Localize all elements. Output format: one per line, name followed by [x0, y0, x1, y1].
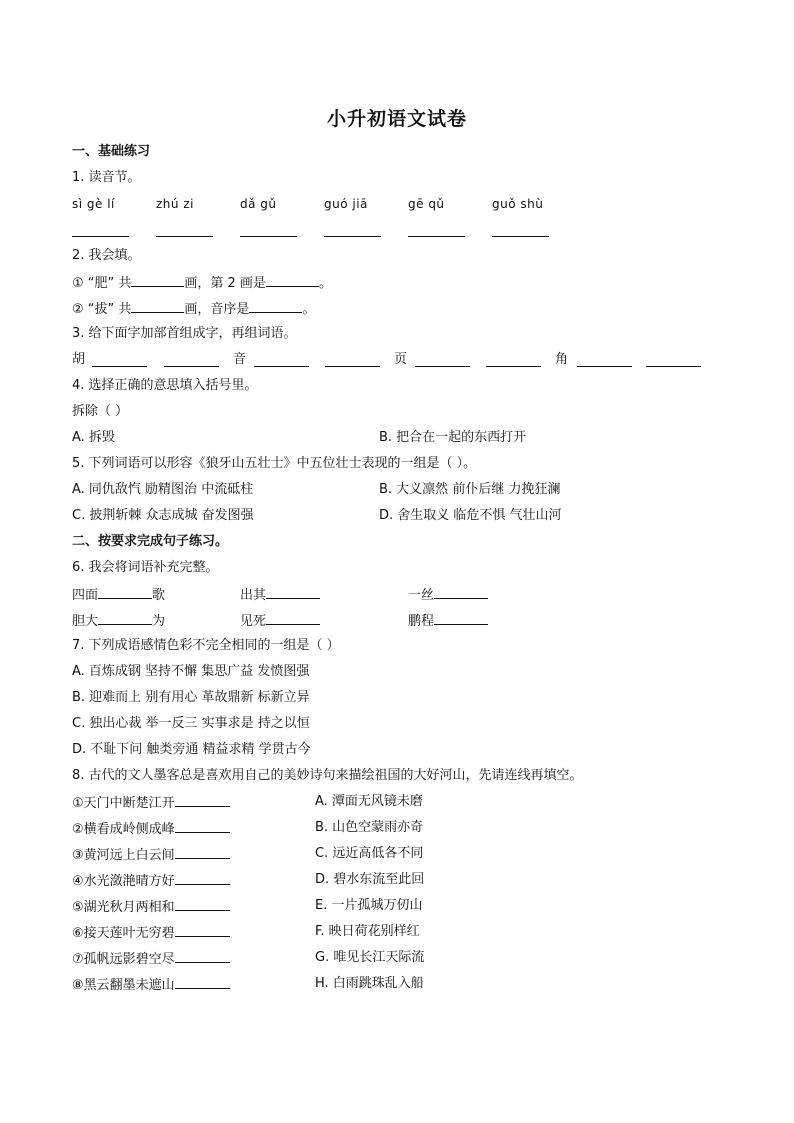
answer-blank[interactable] [175, 896, 230, 911]
poem-match[interactable]: G. 唯见长江天际流 [315, 950, 425, 965]
answer-blank[interactable] [131, 298, 184, 313]
q8-pair [72, 870, 722, 890]
q6-word: 四面 [72, 588, 99, 603]
q8-pair [72, 896, 722, 916]
pinyin-5: gē qǔ [408, 197, 445, 211]
q6-word: 为 [152, 614, 166, 629]
pinyin-6: guǒ shù [492, 197, 544, 211]
q1-pinyin-row [72, 194, 722, 214]
section-1-heading: 一、基础练习 [72, 144, 151, 159]
option-a[interactable]: A. 百炼成钢 坚持不懈 集思广益 发愤图强 [72, 664, 310, 679]
answer-blank[interactable] [577, 352, 632, 367]
answer-blank[interactable] [266, 584, 320, 599]
poem-line: ④水光潋滟晴方好 [72, 874, 175, 889]
option-a[interactable]: A. 拆毁 [72, 430, 115, 445]
q2-text: 画，第 2 画是 [184, 276, 266, 291]
option-c[interactable]: C. 披荆斩棘 众志成城 奋发图强 [72, 508, 254, 523]
q3-stem: 3. 给下面字加部首组成字，再组词语。 [72, 326, 297, 341]
q6-row-1 [72, 584, 722, 604]
poem-line: ③黄河远上白云间 [72, 848, 175, 863]
q2-text: 。 [302, 302, 316, 317]
answer-blank[interactable] [266, 610, 320, 625]
pinyin-4: guó jiā [324, 197, 368, 211]
q3-char: 页 [394, 352, 408, 367]
answer-blank[interactable] [325, 352, 380, 367]
q2-text: ② “拔” 共 [72, 302, 132, 317]
q3-char: 胡 [72, 352, 86, 367]
answer-blank[interactable] [164, 352, 219, 367]
q4-options [72, 428, 722, 448]
q8-pair [72, 948, 722, 968]
q6-word: 一丝 [408, 588, 435, 603]
answer-blank[interactable] [175, 818, 230, 833]
q6-word: 鹏程 [408, 614, 435, 629]
answer-blank[interactable] [486, 352, 541, 367]
q2-text: 画，音序是 [184, 302, 250, 317]
poem-line: ⑧黑云翻墨未遮山 [72, 978, 175, 993]
q6-row-2 [72, 610, 722, 630]
answer-blank[interactable] [175, 844, 230, 859]
q8-pair [72, 974, 722, 994]
answer-blank[interactable] [131, 272, 184, 287]
q2-line-2 [72, 298, 315, 318]
q6-stem: 6. 我会将词语补充完整。 [72, 560, 219, 575]
poem-match[interactable]: C. 远近高低各不同 [315, 846, 424, 861]
pinyin-2: zhú zi [156, 197, 194, 211]
poem-line: ⑥接天莲叶无穷碧 [72, 926, 175, 941]
q3-char: 音 [233, 352, 247, 367]
q8-stem: 8. 古代的文人墨客总是喜欢用自己的美妙诗句来描绘祖国的大好河山，先请连线再填空。 [72, 768, 583, 783]
answer-blank[interactable] [175, 948, 230, 963]
answer-blank[interactable] [266, 272, 319, 287]
answer-blank[interactable] [408, 220, 465, 237]
answer-blank[interactable] [254, 352, 309, 367]
q2-text: ① “肥” 共 [72, 276, 132, 291]
answer-blank[interactable] [156, 220, 213, 237]
option-d[interactable]: D. 不耻下问 触类旁通 精益求精 学贯古今 [72, 742, 311, 757]
answer-blank[interactable] [434, 584, 488, 599]
poem-match[interactable]: F. 映日荷花别样红 [315, 924, 420, 939]
answer-blank[interactable] [175, 974, 230, 989]
q1-stem: 1. 读音节。 [72, 170, 141, 185]
answer-blank[interactable] [98, 584, 152, 599]
answer-blank[interactable] [240, 220, 297, 237]
q2-line-1 [72, 272, 332, 292]
q4-stem: 4. 选择正确的意思填入括号里。 [72, 378, 258, 393]
q2-text: 。 [318, 276, 332, 291]
option-b[interactable]: B. 迎难而上 别有用心 革故鼎新 标新立异 [72, 690, 310, 705]
q6-word: 见死 [240, 614, 267, 629]
poem-line: ⑦孤帆远影碧空尽 [72, 952, 175, 967]
answer-blank[interactable] [324, 220, 381, 237]
q7-stem: 7. 下列成语感情色彩不完全相同的一组是（ ） [72, 638, 340, 653]
q2-stem: 2. 我会填。 [72, 248, 141, 263]
section-2-heading: 二、按要求完成句子练习。 [72, 534, 229, 549]
answer-blank[interactable] [646, 352, 701, 367]
q6-word: 出其 [240, 588, 267, 603]
q5-options-2 [72, 506, 722, 526]
q4-word: 拆除（ ） [72, 404, 129, 419]
answer-blank[interactable] [415, 352, 470, 367]
answer-blank[interactable] [72, 220, 129, 237]
answer-blank[interactable] [434, 610, 488, 625]
answer-blank[interactable] [249, 298, 302, 313]
pinyin-3: dǎ gǔ [240, 197, 277, 211]
poem-match[interactable]: B. 山色空蒙雨亦奇 [315, 820, 424, 835]
exam-title: 小升初语文试卷 [326, 108, 467, 130]
q6-word: 胆大 [72, 614, 99, 629]
poem-match[interactable]: E. 一片孤城万仞山 [315, 898, 423, 913]
poem-line: ①天门中断楚江开 [72, 796, 175, 811]
poem-line: ⑤湖光秋月两相和 [72, 900, 175, 915]
q3-row [72, 350, 722, 370]
option-d[interactable]: D. 舍生取义 临危不惧 气壮山河 [379, 508, 562, 523]
poem-match[interactable]: A. 潭面无风镜未磨 [315, 794, 423, 809]
option-b[interactable]: B. 大义凛然 前仆后继 力挽狂澜 [379, 482, 561, 497]
answer-blank[interactable] [175, 870, 230, 885]
poem-match[interactable]: H. 白雨跳珠乱入船 [315, 976, 424, 991]
answer-blank[interactable] [98, 610, 152, 625]
option-c[interactable]: C. 独出心裁 举一反三 实事求是 持之以恒 [72, 716, 310, 731]
answer-blank[interactable] [92, 352, 147, 367]
poem-line: ②横看成岭侧成峰 [72, 822, 175, 837]
answer-blank[interactable] [175, 792, 230, 807]
q1-blank-row [72, 220, 722, 240]
pinyin-1: sì gè lí [72, 197, 115, 211]
answer-blank[interactable] [175, 922, 230, 937]
q8-pair [72, 844, 722, 864]
q8-pair [72, 792, 722, 812]
option-a[interactable]: A. 同仇敌忾 励精图治 中流砥柱 [72, 482, 254, 497]
q8-pair [72, 922, 722, 942]
q3-char: 角 [555, 352, 569, 367]
q5-options-1 [72, 480, 722, 500]
answer-blank[interactable] [492, 220, 549, 237]
poem-match[interactable]: D. 碧水东流至此回 [315, 872, 425, 887]
option-b[interactable]: B. 把合在一起的东西打开 [379, 430, 527, 445]
q8-pair [72, 818, 722, 838]
q5-stem: 5. 下列词语可以形容《狼牙山五壮士》中五位壮士表现的一组是（ ）。 [72, 456, 477, 471]
q6-word: 歌 [152, 588, 166, 603]
